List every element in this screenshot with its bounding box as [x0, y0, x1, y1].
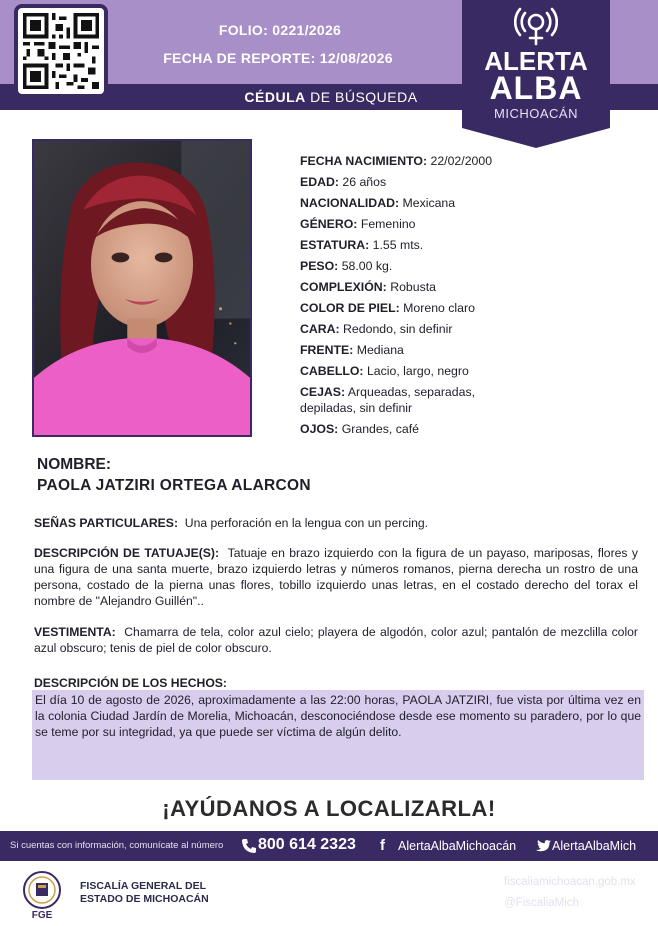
tattoo-label: DESCRIPCIÓN DE TATUAJE(S):: [34, 546, 220, 560]
detail-label: COLOR DE PIEL:: [300, 301, 400, 315]
seal-text: FGE: [31, 910, 53, 920]
detail-value: Redondo, sin definir: [343, 322, 453, 336]
twitter-icon: [536, 839, 551, 853]
detail-value: Mediana: [356, 343, 404, 357]
detail-value: 1.55 mts.: [372, 238, 424, 252]
detail-face: [300, 322, 640, 337]
badge-alerta: ALERTA: [484, 46, 588, 76]
tattoo-description: [34, 545, 638, 609]
badge-alba: ALBA: [489, 70, 583, 106]
detail-label: FECHA NACIMIENTO:: [300, 154, 428, 168]
detail-value: Moreno claro: [403, 301, 475, 315]
detail-nationality: [300, 196, 640, 211]
detail-gender: [300, 217, 640, 232]
phone-icon: [241, 838, 257, 854]
facebook-link[interactable]: AlertaAlbaMichoacán: [398, 839, 517, 853]
tattoo-value: Tatuaje en brazo izquierdo con la figura de un payaso, mariposas, flores y una figura de una santa muerte, brazo izquierdo letras y números romanos, pierna derecha un rostro de una persona, costado de la pierna unas flores, tobillo izquierdo unas letras, en el costado derecho del torax el nombre de "Alejandro Guillén"..: [34, 546, 638, 608]
detail-age: [300, 175, 640, 190]
female-signal-icon: [514, 6, 558, 50]
marks-value: Una perforación en la lengua con un percing.: [184, 516, 429, 530]
detail-label: COMPLEXIÓN:: [300, 280, 387, 294]
detail-build: [300, 280, 640, 295]
contact-bar: [0, 831, 658, 861]
detail-value: 22/02/2000: [430, 154, 493, 168]
institution-line-2: ESTADO DE MICHOACÁN: [80, 893, 209, 905]
document-title-rest: DE BÚSQUEDA: [305, 89, 418, 105]
website-link[interactable]: fiscaliamichoacan.gob.mx: [504, 876, 636, 888]
phone-number-link[interactable]: 800 614 2323: [258, 836, 356, 853]
report-date: FECHA DE REPORTE: 12/08/2026: [163, 50, 393, 66]
qr-code[interactable]: [14, 4, 108, 98]
alerta-alba-badge: [462, 0, 610, 148]
detail-value: Femenino: [360, 217, 416, 231]
detail-value: Lacio, largo, negro: [366, 364, 469, 378]
detail-label: GÉNERO:: [300, 217, 358, 231]
detail-label: EDAD:: [300, 175, 339, 189]
document-title: [186, 89, 476, 105]
events-description: El día 10 de agosto de 2026, aproximadamente a las 22:00 horas, PAOLA JATZIRI, fue vista por última vez en la colonia Ciudad Jardín de Morelia, Michoacán, desconociéndose desde ese momento su paradero, por lo que se teme por su integridad, ya que puede ser víctima de algún delito.: [32, 690, 644, 780]
clothing-value: Chamarra de tela, color azul cielo; playera de algodón, color azul; pantalón de mezclilla color azul obscuro; tenis de piel de color obscuro.: [34, 625, 638, 655]
detail-value: Robusta: [390, 280, 436, 294]
detail-label: CABELLO:: [300, 364, 364, 378]
clothing-description: [34, 624, 638, 656]
detail-label: ESTATURA:: [300, 238, 370, 252]
detail-forehead: [300, 343, 640, 358]
detail-eyebrows-cont: [300, 401, 640, 416]
detail-label: PESO:: [300, 259, 339, 273]
detail-birthdate: [300, 154, 640, 169]
twitter-link[interactable]: AlertaAlbaMich: [552, 839, 637, 853]
facebook-icon: f: [380, 837, 385, 854]
institution-name: [80, 880, 209, 906]
help-call-to-action: ¡AYÚDANOS A LOCALIZARLA!: [162, 796, 496, 821]
detail-value: 58.00 kg.: [341, 259, 393, 273]
detail-skin-color: [300, 301, 640, 316]
detail-hair: [300, 364, 640, 379]
detail-height: [300, 238, 640, 253]
marks-label: SEÑAS PARTICULARES:: [34, 516, 178, 530]
name-label: NOMBRE:: [37, 456, 112, 473]
detail-value: Grandes, café: [341, 422, 419, 436]
detail-eyes: [300, 422, 640, 437]
detail-value: 26 años: [342, 175, 387, 189]
detail-weight: [300, 259, 640, 274]
document-title-bold: CÉDULA: [244, 89, 306, 105]
detail-label: OJOS:: [300, 422, 339, 436]
qr-code-icon: [23, 13, 99, 89]
detail-label: CEJAS:: [300, 385, 346, 399]
clothing-label: VESTIMENTA:: [34, 625, 116, 639]
badge-michoacan: MICHOACÁN: [494, 106, 578, 121]
detail-eyebrows: [300, 385, 640, 400]
person-name: PAOLA JATZIRI ORTEGA ALARCON: [37, 477, 311, 494]
folio-number: FOLIO: 0221/2026: [218, 22, 342, 38]
detail-label: NACIONALIDAD:: [300, 196, 400, 210]
contact-info-text: Si cuentas con información, comunícate al número: [10, 840, 224, 851]
institution-line-1: FISCALÍA GENERAL DEL: [80, 880, 207, 892]
detail-label: CARA:: [300, 322, 340, 336]
events-label: DESCRIPCIÓN DE LOS HECHOS:: [34, 676, 227, 690]
detail-value: depiladas, sin definir: [300, 401, 413, 415]
distinguishing-marks: [34, 515, 638, 531]
missing-person-photo: [32, 139, 252, 437]
fiscalia-twitter-link[interactable]: @FiscaliaMich: [504, 897, 579, 909]
detail-value: Arqueadas, separadas,: [347, 385, 476, 399]
portrait-image: [34, 141, 250, 435]
detail-label: FRENTE:: [300, 343, 354, 357]
fge-seal-icon: [16, 868, 68, 920]
detail-value: Mexicana: [402, 196, 456, 210]
